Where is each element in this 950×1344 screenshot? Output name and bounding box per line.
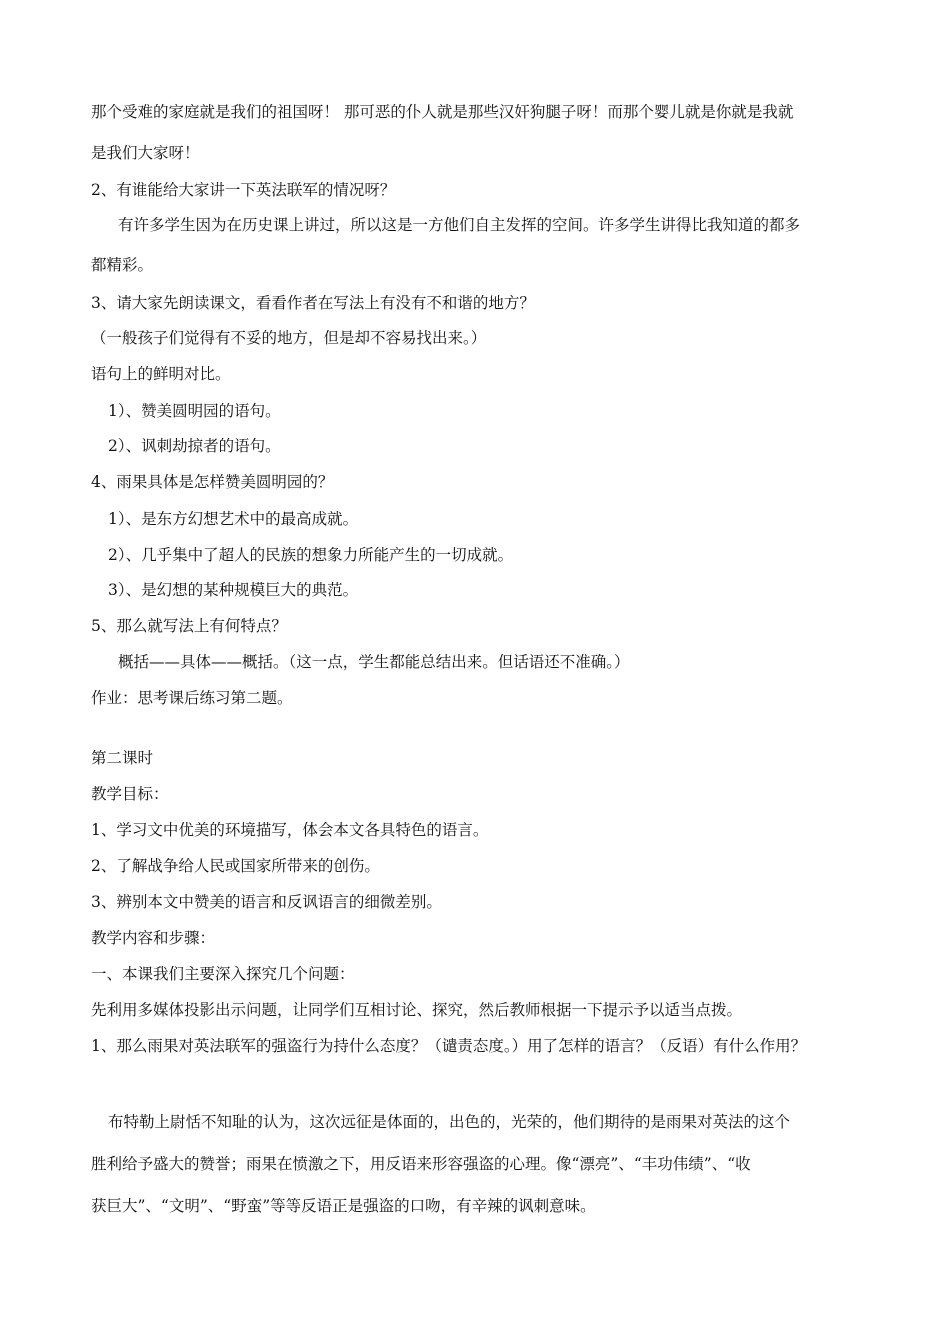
list-item: 3）、是幻想的某种规模巨大的典范。: [108, 581, 359, 599]
section-heading: 教学目标：: [91, 785, 169, 803]
list-item: 1）、赞美圆明园的语句。: [108, 402, 281, 420]
list-item: 2）、几乎集中了超人的民族的想象力所能产生的一切成就。: [108, 546, 514, 564]
text-line: 有许多学生因为在历史课上讲过，所以这是一方他们自主发挥的空间。许多学生讲得比我知道的都多: [118, 216, 801, 234]
homework-line: 作业：思考课后练习第二题。: [91, 689, 293, 707]
text-line: 是我们大家呀！: [91, 144, 200, 162]
section-title: 第二课时: [91, 749, 154, 767]
text-line: 先利用多媒体投影出示问题，让同学们互相讨论、探究，然后教师根据一下提示予以适当点拨。: [91, 1001, 743, 1019]
text-line: （一般孩子们觉得有不妥的地方，但是却不容易找出来。）: [91, 329, 487, 347]
list-item: 3、辨别本文中赞美的语言和反讽语言的细微差别。: [91, 893, 442, 911]
text-line: 布特勒上尉恬不知耻的认为，这次远征是体面的，出色的，光荣的，他们期待的是雨果对英法的这个: [108, 1113, 791, 1131]
question-heading: 3、请大家先朗读课文，看看作者在写法上有没有不和谐的地方？: [91, 294, 535, 312]
text-line: 胜利给予盛大的赞誉；雨果在愤激之下，用反语来形容强盗的心理。像“漂亮”、“丰功伟绩”、“收: [91, 1155, 751, 1173]
list-item: 2）、讽刺劫掠者的语句。: [108, 437, 281, 455]
text-line: 那个受难的家庭就是我们的祖国呀！ 那可恶的仆人就是那些汉奸狗腿子呀！而那个婴儿就是你就是我就: [91, 103, 794, 121]
text-line: 概括——具体——概括。（这一点，学生都能总结出来。但话语还不准确。）: [118, 653, 630, 671]
text-line: 都精彩。: [91, 256, 154, 274]
section-heading: 教学内容和步骤：: [91, 929, 216, 947]
question-heading: 1、那么雨果对英法联军的强盗行为持什么态度？（谴责态度。）用了怎样的语言？（反语）有什么作用？: [91, 1037, 807, 1055]
text-line: 语句上的鲜明对比。: [91, 365, 231, 383]
text-line: 一、本课我们主要深入探究几个问题：: [91, 965, 355, 983]
list-item: 2、了解战争给人民或国家所带来的创伤。: [91, 857, 380, 875]
list-item: 1）、是东方幻想艺术中的最高成就。: [108, 510, 359, 528]
question-heading: 5、那么就写法上有何特点？: [91, 617, 287, 635]
list-item: 1、学习文中优美的环境描写，体会本文各具特色的语言。: [91, 821, 489, 839]
text-line: 获巨大”、“文明”、“野蛮”等等反语正是强盗的口吻，有辛辣的讽刺意味。: [91, 1197, 596, 1215]
question-heading: 2、有谁能给大家讲一下英法联军的情况呀？: [91, 181, 396, 199]
question-heading: 4、雨果具体是怎样赞美圆明园的？: [91, 473, 334, 491]
